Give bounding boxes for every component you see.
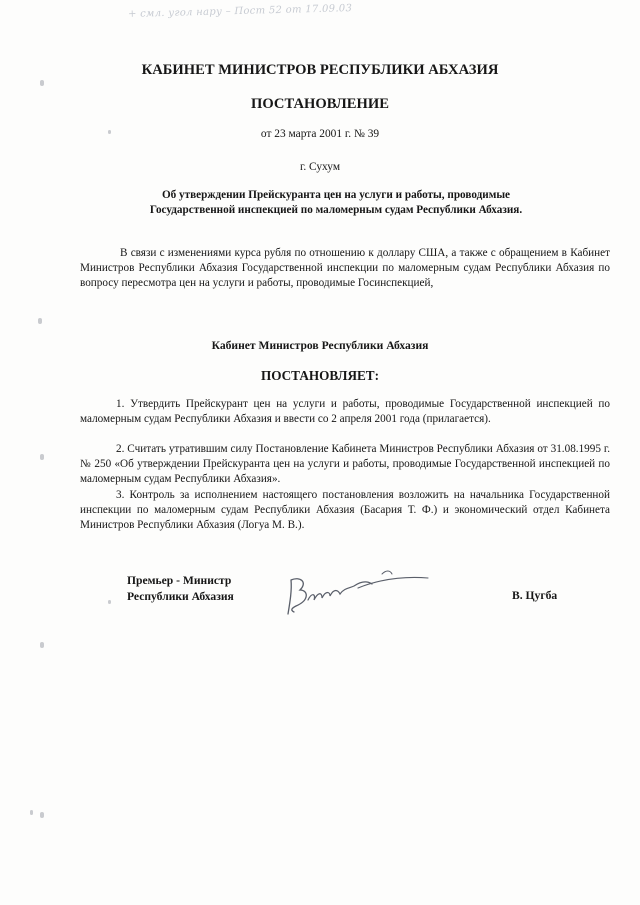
scan-speck [108, 600, 111, 604]
preamble-paragraph: В связи с изменениями курса рубля по отношению к доллару США, а также с обращением в Кабинет Министров Республики Абхазия Государственной инспекции по маломерным судам Республики Абхазия по вопросу пересмотра цен на услуги и работы, проводимые Госинспекцией, [80, 247, 610, 290]
scan-speck [38, 318, 42, 324]
decree-item-2: 2. Считать утратившим силу Постановление Кабинета Министров Республики Абхазия от 31.08.1995 г. № 250 «Об утверждении Прейскуранта цен на услуги и работы, проводимые Государственной инспекцией по маломерным судам Республики Абхазия». [80, 443, 610, 486]
scan-speck [30, 810, 33, 815]
subject-line-1: Об утверждении Прейскуранта цен на услуги и работы, проводимые [161, 189, 511, 201]
scan-speck [40, 454, 44, 460]
scan-speck [40, 642, 44, 648]
signer-name: В. Цугба [512, 589, 558, 602]
decree-item-1: 1. Утвердить Прейскурант цен на услуги и работы, проводимые Государственной инспекцией по маломерным судам Республики Абхазия и ввести со 2 апреля 2001 года (прилагается). [80, 398, 610, 426]
document-date-number: от 23 марта 2001 г. № 39 [260, 128, 380, 140]
handwritten-signature [278, 566, 438, 626]
issuer-heading: Кабинет Министров Республики Абхазия [211, 339, 429, 352]
scan-speck [40, 80, 44, 86]
subject-line-2: Государственной инспекцией по маломерным судам Республики Абхазия. [149, 204, 523, 216]
scan-speck [40, 812, 44, 818]
document-type-heading: ПОСТАНОВЛЕНИЕ [251, 96, 389, 112]
document-subject [96, 188, 576, 218]
organization-title: КАБИНЕТ МИНИСТРОВ РЕСПУБЛИКИ АБХАЗИЯ [141, 62, 499, 78]
document-city: г. Сухум [299, 161, 341, 173]
decree-item-3: 3. Контроль за исполнением настоящего постановления возложить на начальника Государственной инспекции по маломерным судам Республики Абхазия (Басария Т. Ф.) и экономический отдел Кабинета Министров Республики Абхазия (Логуа М. В.). [80, 489, 610, 532]
decree-heading: ПОСТАНОВЛЯЕТ: [260, 368, 379, 383]
handwritten-note: + смл. угол нару – Пост 52 от 17.09.03 [127, 3, 353, 20]
signer-title [127, 573, 234, 604]
signer-title-line-1: Премьер - Министр [127, 574, 232, 587]
signer-title-line-2: Республики Абхазия [127, 589, 234, 603]
scan-speck [108, 130, 111, 134]
